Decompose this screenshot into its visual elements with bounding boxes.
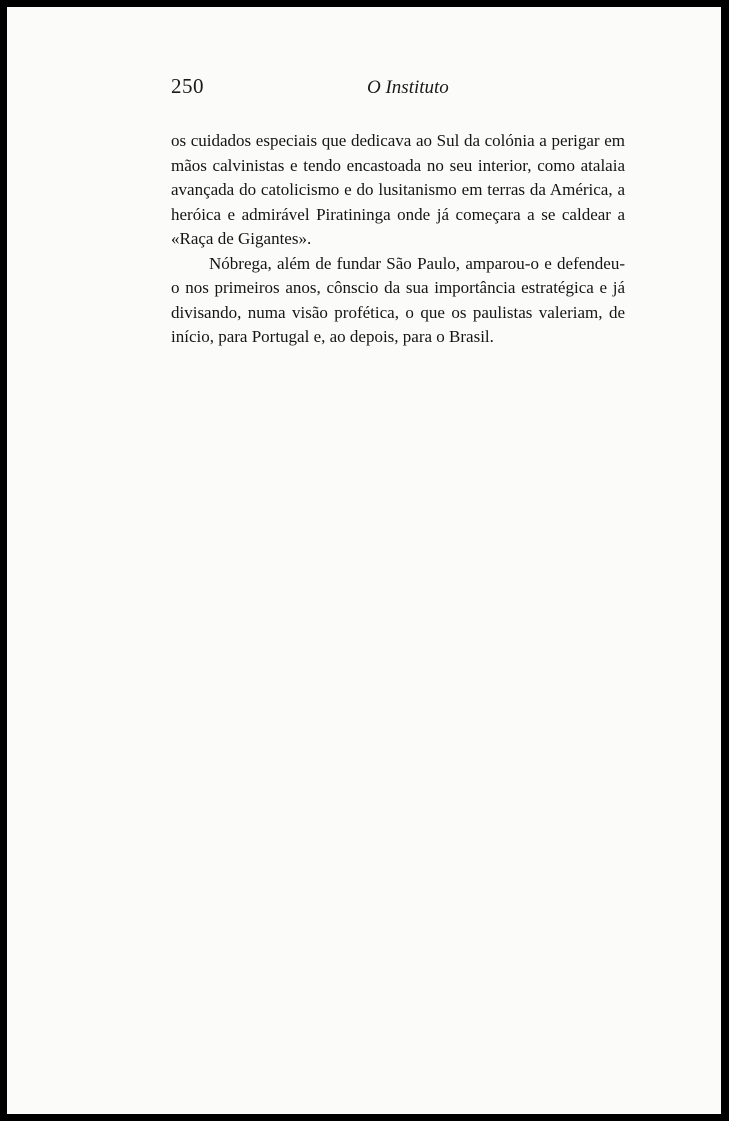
page-number: 250 bbox=[171, 74, 204, 98]
paragraph-2: Nóbrega, além de fundar São Paulo, amparou-o e defendeu-o nos primeiros anos, cônscio da sua importância estratégica e já divisando, numa visão profética, o que os paulistas valeriam, de início, para Portugal e, ao depois, para o Brasil. bbox=[171, 253, 625, 346]
running-head bbox=[7, 7, 721, 8]
paragraph-1: os cuidados especiais que dedicava ao Sul da colónia a perigar em mãos calvinistas e tendo encastoada no seu interior, como atalaia avançada do catolicismo e do lusitanismo em terras da América, a heróica e admirável Piratininga onde já começara a se caldear a «Raça de Gigantes». bbox=[171, 131, 625, 248]
book-page bbox=[7, 7, 721, 1114]
running-title: O Instituto bbox=[367, 77, 449, 98]
body-text bbox=[171, 129, 625, 350]
